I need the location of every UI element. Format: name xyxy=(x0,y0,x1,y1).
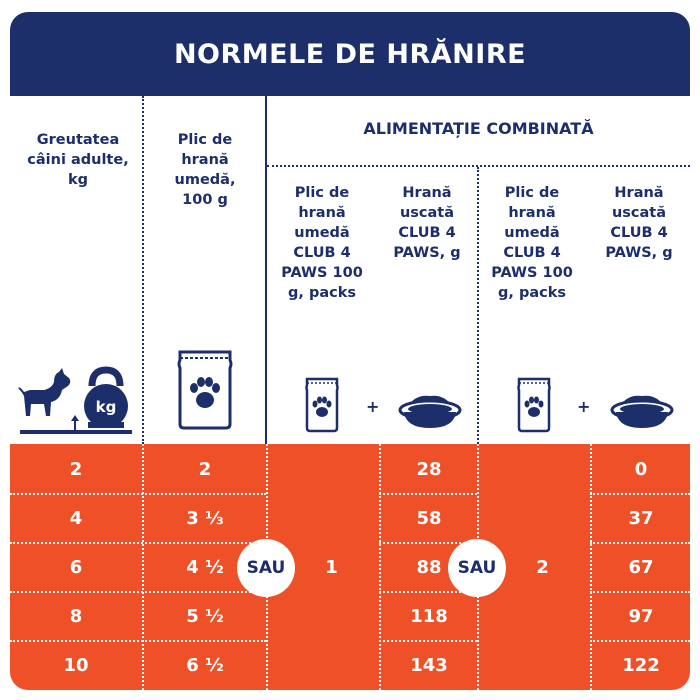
combo2-packs: 2 xyxy=(536,557,549,578)
dry1-cell: 88 xyxy=(416,557,442,578)
header-wet-food: Plic de hrană umedă, 100 g xyxy=(174,132,236,208)
weight-cell: 10 xyxy=(63,655,89,676)
weight-cell: 8 xyxy=(69,606,83,627)
dry2-cell: 122 xyxy=(622,655,660,676)
header-dry-club-2: Hrană uscată CLUB 4 PAWS, g xyxy=(605,185,673,261)
dog-kettlebell-icon xyxy=(14,360,138,440)
weight-cell: 4 xyxy=(69,508,83,529)
header-wet-club-1: Plic de hrană umedă CLUB 4 PAWS 100 g, packs xyxy=(281,185,363,301)
header-divider-1 xyxy=(142,96,144,444)
dry1-cell: 58 xyxy=(416,508,442,529)
header-divider-2 xyxy=(265,96,267,444)
row-divider xyxy=(590,542,690,544)
or-badge: SAU xyxy=(448,539,506,597)
dry2-cell: 97 xyxy=(628,606,654,627)
kg-label: kg xyxy=(95,398,117,416)
header-weight: Greutatea câini adulte, kg xyxy=(27,132,129,188)
dry1-cell: 143 xyxy=(410,655,448,676)
food-pouch-icon xyxy=(304,376,340,434)
header-combined: ALIMENTAȚIE COMBINATĂ xyxy=(363,119,594,138)
row-divider xyxy=(10,493,266,495)
header-divider-3 xyxy=(477,167,479,444)
row-divider xyxy=(379,493,477,495)
weight-cell: 6 xyxy=(69,557,83,578)
page-title: NORMELE DE HRĂNIRE xyxy=(10,12,690,96)
row-divider xyxy=(590,493,690,495)
food-pouch-icon xyxy=(176,348,234,432)
dry2-cell: 67 xyxy=(628,557,654,578)
wet-cell: 2 xyxy=(198,459,212,480)
feeding-table-card xyxy=(10,12,690,690)
dry2-cell: 37 xyxy=(628,508,654,529)
row-divider xyxy=(379,640,477,642)
food-bowl-icon xyxy=(396,388,464,434)
weight-cell: 2 xyxy=(69,459,83,480)
row-divider xyxy=(10,542,266,544)
food-bowl-icon xyxy=(608,388,676,434)
dry1-cell: 118 xyxy=(410,606,448,627)
plus-sign: + xyxy=(577,397,591,416)
dry1-cell: 28 xyxy=(416,459,442,480)
wet-cell: 6 ½ xyxy=(186,655,224,676)
or-badge: SAU xyxy=(237,539,295,597)
header-dry-club-1: Hrană uscată CLUB 4 PAWS, g xyxy=(393,185,461,261)
combo1-packs: 1 xyxy=(325,557,338,578)
wet-cell: 5 ½ xyxy=(186,606,224,627)
row-divider xyxy=(10,640,266,642)
row-divider xyxy=(10,591,266,593)
row-divider xyxy=(590,640,690,642)
plus-sign: + xyxy=(366,397,380,416)
row-divider xyxy=(590,591,690,593)
header-wet-club-2: Plic de hrană umedă CLUB 4 PAWS 100 g, packs xyxy=(491,185,573,301)
dry2-cell: 0 xyxy=(634,459,648,480)
food-pouch-icon xyxy=(516,376,552,434)
wet-cell: 3 ⅓ xyxy=(186,508,224,529)
wet-cell: 4 ½ xyxy=(186,557,224,578)
